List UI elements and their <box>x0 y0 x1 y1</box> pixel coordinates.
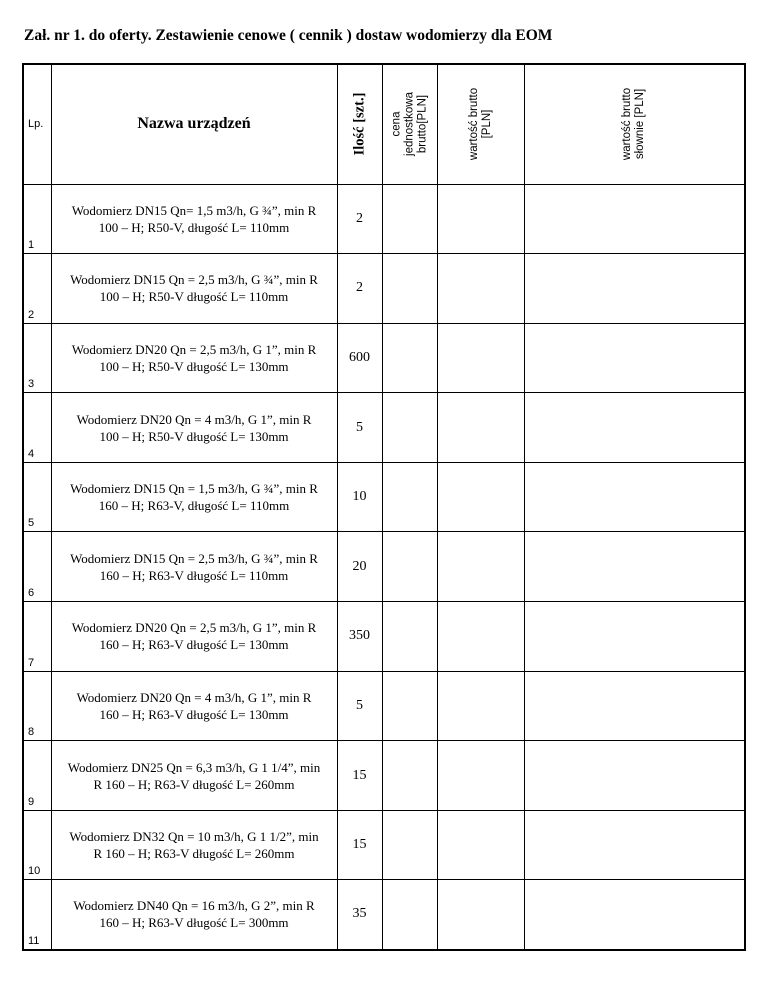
description-line: Wodomierz DN15 Qn = 1,5 m3/h, G ¾”, min R <box>70 481 318 497</box>
gross-words-input-cell[interactable] <box>524 880 745 950</box>
quantity-cell: 35 <box>337 880 382 950</box>
gross-words-input-cell[interactable] <box>524 532 745 602</box>
gross-words-input-cell[interactable] <box>524 393 745 463</box>
gross-words-input-cell[interactable] <box>524 602 745 672</box>
gross-words-input-cell[interactable] <box>524 741 745 811</box>
unit-price-header <box>382 64 437 184</box>
row-number: 2 <box>23 254 51 324</box>
device-description <box>51 184 337 254</box>
description-line: Wodomierz DN20 Qn = 2,5 m3/h, G 1”, min R <box>71 341 317 357</box>
gross-value-input-cell[interactable] <box>437 602 524 672</box>
device-description <box>51 254 337 324</box>
gross-words-header <box>524 64 745 184</box>
document-title: Zał. nr 1. do oferty. Zestawienie cenowe ( cennik ) dostaw wodomierzy dla EOM <box>24 27 553 44</box>
unit-price-input-cell[interactable] <box>382 810 437 880</box>
description-line: 100 – H; R50-V, długość L= 110mm <box>98 219 290 235</box>
table-body <box>23 184 745 950</box>
quantity-cell: 20 <box>337 532 382 602</box>
gross-value-input-cell[interactable] <box>437 741 524 811</box>
gross-words-input-cell[interactable] <box>524 254 745 324</box>
description-line: R 160 – H; R63-V długość L= 260mm <box>93 846 295 862</box>
gross-value-input-cell[interactable] <box>437 671 524 741</box>
description-line: Wodomierz DN20 Qn = 4 m3/h, G 1”, min R <box>76 411 312 427</box>
table-row <box>23 184 745 254</box>
row-number: 1 <box>23 184 51 254</box>
unit-price-input-cell[interactable] <box>382 671 437 741</box>
gross-words-input-cell[interactable] <box>524 671 745 741</box>
quantity-header <box>337 64 382 184</box>
description-line: Wodomierz DN15 Qn = 2,5 m3/h, G ¾”, min R <box>70 272 318 288</box>
description-line: 100 – H; R50-V długość L= 130mm <box>99 358 289 374</box>
row-number: 5 <box>23 462 51 532</box>
unit-price-input-cell[interactable] <box>382 741 437 811</box>
device-description <box>51 393 337 463</box>
gross-value-header-line: wartość brutto <box>467 88 480 161</box>
gross-value-input-cell[interactable] <box>437 462 524 532</box>
quantity-cell: 10 <box>337 462 382 532</box>
row-number: 10 <box>23 810 51 880</box>
quantity-header-label: Ilość [szt.] <box>351 92 367 156</box>
table-row <box>23 393 745 463</box>
row-number: 7 <box>23 602 51 672</box>
device-description <box>51 810 337 880</box>
table-row <box>23 323 745 393</box>
quantity-cell: 350 <box>337 602 382 672</box>
device-description <box>51 602 337 672</box>
quantity-cell: 15 <box>337 810 382 880</box>
description-line: 160 – H; R63-V długość L= 300mm <box>99 915 289 931</box>
unit-price-input-cell[interactable] <box>382 532 437 602</box>
quantity-cell: 5 <box>337 671 382 741</box>
description-line: Wodomierz DN40 Qn = 16 m3/h, G 2”, min R <box>73 898 315 914</box>
gross-value-input-cell[interactable] <box>437 254 524 324</box>
unit-price-input-cell[interactable] <box>382 184 437 254</box>
row-number: 3 <box>23 323 51 393</box>
gross-value-input-cell[interactable] <box>437 323 524 393</box>
device-description <box>51 462 337 532</box>
table-row <box>23 671 745 741</box>
row-number: 11 <box>23 880 51 950</box>
unit-price-header-line: jednostkowa <box>403 92 415 157</box>
unit-price-input-cell[interactable] <box>382 880 437 950</box>
gross-value-input-cell[interactable] <box>437 393 524 463</box>
unit-price-input-cell[interactable] <box>382 323 437 393</box>
quantity-cell: 2 <box>337 254 382 324</box>
description-line: 160 – H; R63-V, długość L= 110mm <box>98 498 290 514</box>
gross-words-header-line: słownie [PLN] <box>634 89 647 160</box>
description-line: 160 – H; R63-V długość L= 110mm <box>99 567 289 583</box>
row-number: 8 <box>23 671 51 741</box>
gross-words-input-cell[interactable] <box>524 184 745 254</box>
lp-header: Lp. <box>23 64 51 184</box>
gross-words-input-cell[interactable] <box>524 323 745 393</box>
table-row <box>23 880 745 950</box>
description-line: Wodomierz DN15 Qn = 2,5 m3/h, G ¾”, min R <box>70 550 318 566</box>
gross-value-header-line: [PLN] <box>480 109 493 139</box>
table-row <box>23 741 745 811</box>
description-line: Wodomierz DN15 Qn= 1,5 m3/h, G ¾”, min R <box>71 202 317 218</box>
gross-value-input-cell[interactable] <box>437 532 524 602</box>
unit-price-input-cell[interactable] <box>382 602 437 672</box>
description-line: 160 – H; R63-V długość L= 130mm <box>99 706 289 722</box>
quantity-cell: 2 <box>337 184 382 254</box>
gross-value-header <box>437 64 524 184</box>
description-line: Wodomierz DN25 Qn = 6,3 m3/h, G 1 1/4”, min <box>67 759 321 775</box>
quantity-cell: 15 <box>337 741 382 811</box>
row-number: 9 <box>23 741 51 811</box>
gross-words-header-line: wartość brutto <box>621 88 634 161</box>
table-row <box>23 462 745 532</box>
table-row <box>23 810 745 880</box>
unit-price-header-line: brutto[PLN] <box>416 95 428 154</box>
description-line: R 160 – H; R63-V długość L= 260mm <box>93 776 295 792</box>
gross-words-input-cell[interactable] <box>524 810 745 880</box>
description-line: Wodomierz DN20 Qn = 4 m3/h, G 1”, min R <box>76 689 312 705</box>
description-line: 100 – H; R50-V długość L= 110mm <box>99 289 289 305</box>
row-number: 4 <box>23 393 51 463</box>
description-line: 100 – H; R50-V długość L= 130mm <box>99 428 289 444</box>
device-description <box>51 532 337 602</box>
unit-price-input-cell[interactable] <box>382 393 437 463</box>
device-description <box>51 880 337 950</box>
gross-value-input-cell[interactable] <box>437 810 524 880</box>
gross-value-input-cell[interactable] <box>437 184 524 254</box>
row-number: 6 <box>23 532 51 602</box>
description-line: Wodomierz DN32 Qn = 10 m3/h, G 1 1/2”, min <box>69 829 319 845</box>
device-description <box>51 323 337 393</box>
description-line: Wodomierz DN20 Qn = 2,5 m3/h, G 1”, min R <box>71 620 317 636</box>
quantity-cell: 600 <box>337 323 382 393</box>
price-table <box>22 63 746 951</box>
unit-price-input-cell[interactable] <box>382 462 437 532</box>
unit-price-header-line: cena <box>390 111 402 137</box>
device-description <box>51 671 337 741</box>
table-row <box>23 532 745 602</box>
device-description <box>51 741 337 811</box>
header-row <box>23 64 745 184</box>
gross-value-input-cell[interactable] <box>437 880 524 950</box>
description-line: 160 – H; R63-V długość L= 130mm <box>99 637 289 653</box>
quantity-cell: 5 <box>337 393 382 463</box>
gross-words-input-cell[interactable] <box>524 462 745 532</box>
unit-price-input-cell[interactable] <box>382 254 437 324</box>
name-header: Nazwa urządzeń <box>51 64 337 184</box>
table-row <box>23 254 745 324</box>
table-row <box>23 602 745 672</box>
